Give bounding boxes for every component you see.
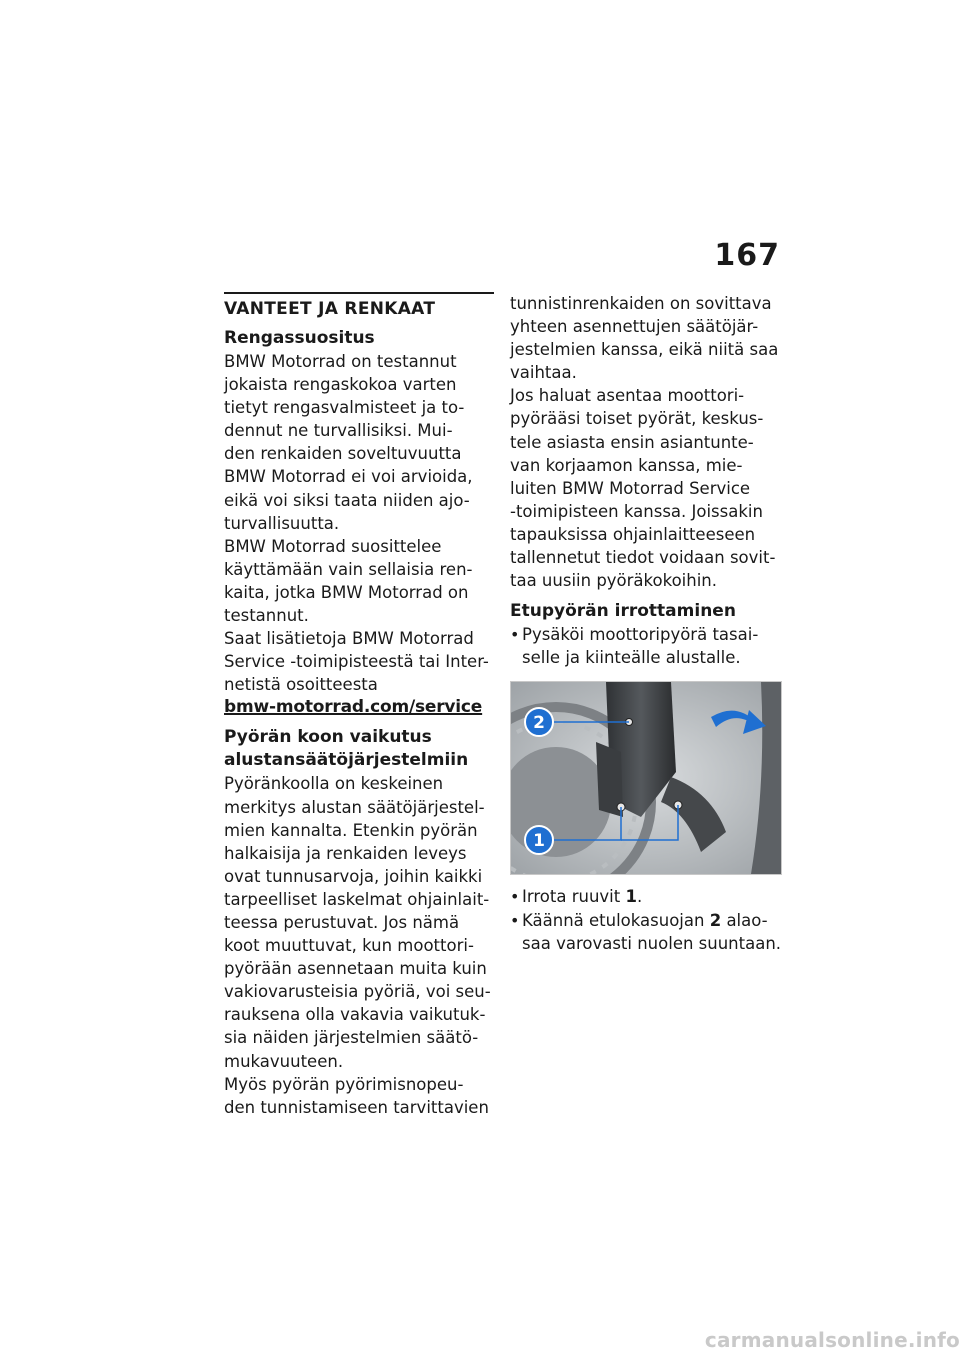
paragraph-sensor-cont: tunnistinrenkaiden on sovittava yhteen asennettujen säätöjär- jestelmien kanssa, eikä niitä saa vaihtaa. xyxy=(510,294,779,383)
callout-label-2: 2 xyxy=(533,713,545,734)
paragraph-other-wheels: Jos haluat asentaa moottori- pyörääsi toiset pyörät, keskus- tele asiasta ensin asiantunte- van korjaamon kanssa, mie- luiten BMW Motorrad Service -toimipisteen kanssa. Joissakin tapauksissa ohjainlaitteeseen tallennetut tiedot voidaan sovit- taa uusiin pyöräkokoihin. xyxy=(510,386,776,591)
heading-wheel-size-line2: alustansäätöjärjestelmiin xyxy=(224,750,469,771)
paragraph-sensor-start: Myös pyörän pyörimisnopeu- den tunnistamiseen tarvittavien xyxy=(224,1074,489,1117)
heading-tire-recommendation: Rengassuositus xyxy=(224,328,375,348)
paragraph-recommendation: BMW Motorrad suosittelee käyttämään vain sellaisia ren- kaita, jotka BMW Motorrad on testannut. xyxy=(224,536,473,626)
step-rotate-fender-end: alao- saa varovasti nuolen suuntaan. xyxy=(522,910,782,953)
paragraph-tested-tires: BMW Motorrad on testannut jokaista rengaskokoa varten tietyt rengasvalmisteet ja to- dennut ne turvallisiksi. Mui- den renkaiden soveltuvuutta BMW Motorrad ei voi arvioida, eikä voi siksi taata niiden ajo- turvallisuutta. xyxy=(224,352,473,533)
page-number: 167 xyxy=(714,238,780,273)
step-rotate-fender xyxy=(510,909,782,955)
left-column xyxy=(224,292,494,1119)
step-remove-screws-ref: 1 xyxy=(625,887,637,907)
step-remove-screws xyxy=(510,885,782,908)
paragraph-wheel-size: Pyöränkoolla on keskeinen merkitys alustan säätöjärjestel- mien kannalta. Etenkin pyörän halkaisija ja renkaiden leveys ovat tunnusarvoja, joihin kaikki tarpeelliset laskelmat ohjainlait- teessa perustuvat. Jos nämä koot muuttuvat, kun moottori- pyörään asennetaan muita kuin vakiovarusteisia pyöriä, voi seu- rauksena olla vakavia vaikutuk- sia näiden järjestelmien säätö- mukavuuteen. xyxy=(224,774,491,1071)
callout-label-1: 1 xyxy=(533,831,545,852)
front-wheel-illustration xyxy=(511,682,781,874)
heading-wheel-size-line1: Pyörän koon vaikutus xyxy=(224,727,432,748)
footer-watermark: carmanualsonline.info xyxy=(704,1328,960,1352)
chapter-rule xyxy=(224,292,494,294)
chapter-title: VANTEET JA RENKAAT xyxy=(224,299,436,319)
step-remove-screws-text: Irrota ruuvit xyxy=(522,887,626,907)
right-column xyxy=(510,292,782,955)
heading-front-wheel-removal: Etupyörän irrottaminen xyxy=(510,601,736,622)
front-wheel-figure xyxy=(510,681,782,875)
step-remove-screws-end: . xyxy=(636,887,643,907)
step-rotate-fender-text: Käännä etulokasuojan xyxy=(522,910,710,930)
steps-list-2 xyxy=(510,885,782,954)
step-rotate-fender-ref: 2 xyxy=(709,910,722,930)
paragraph-more-info: Saat lisätietoja BMW Motorrad Service -toimipisteestä tai Inter- netistä osoitteesta xyxy=(224,629,489,695)
step-park: • Pysäköi moottoripyörä tasai- selle ja kiinteälle alustalle. xyxy=(510,623,782,669)
steps-list-1 xyxy=(510,623,782,669)
service-link[interactable]: bmw-motorrad.com/service xyxy=(224,697,483,718)
